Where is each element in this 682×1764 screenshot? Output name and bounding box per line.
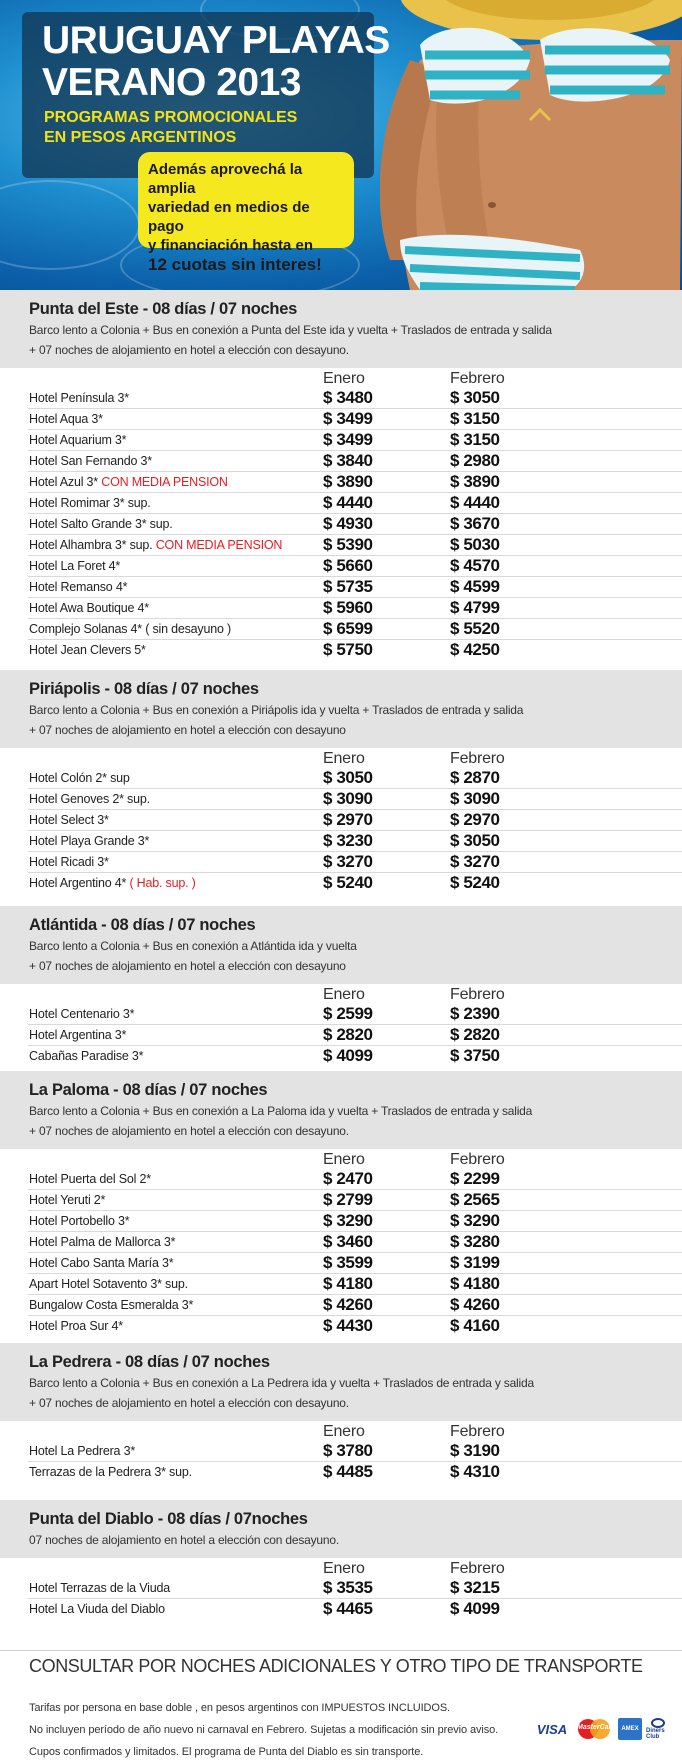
price-column-headers	[0, 1149, 682, 1169]
table-row	[28, 1046, 682, 1067]
table-row	[28, 852, 682, 873]
hero-subtitle-line: PROGRAMAS PROMOCIONALES	[44, 109, 298, 126]
hotel-name: Hotel Awa Boutique 4*	[29, 601, 149, 615]
hotel-name: Hotel Cabo Santa María 3*	[29, 1256, 174, 1270]
price-febrero: $ 4099	[450, 1599, 500, 1618]
section-title: Punta del Este - 08 días / 07 noches	[29, 300, 297, 318]
hotel-cell	[29, 1602, 165, 1616]
price-enero: $ 2799	[323, 1190, 373, 1209]
table-row	[28, 831, 682, 852]
hotel-cell	[29, 538, 282, 552]
price-enero: $ 3460	[323, 1232, 373, 1251]
hotel-cell	[29, 1465, 192, 1479]
price-enero: $ 3499	[323, 409, 373, 428]
section-description: 07 noches de alojamiento en hotel a elección con desayuno.	[29, 1533, 339, 1547]
destination-section	[0, 1500, 682, 1620]
table-row	[28, 640, 682, 661]
column-header-febrero: Febrero	[450, 1151, 505, 1168]
price-enero: $ 3840	[323, 451, 373, 470]
hotel-cell	[29, 771, 130, 785]
price-enero: $ 5735	[323, 577, 373, 596]
table-row	[28, 1253, 682, 1274]
payment-cards	[534, 1718, 670, 1740]
table-row	[28, 1295, 682, 1316]
price-febrero: $ 3280	[450, 1232, 500, 1251]
hero-title-line: VERANO 2013	[42, 61, 301, 104]
footer-heading: CONSULTAR POR NOCHES ADICIONALES Y OTRO TIPO DE TRANSPORTE	[29, 1656, 643, 1676]
hotel-note: CON MEDIA PENSION	[101, 475, 228, 489]
table-row	[28, 1004, 682, 1025]
section-title: La Pedrera - 08 días / 07 noches	[29, 1353, 270, 1371]
hotel-name: Hotel Salto Grande 3* sup.	[29, 517, 173, 531]
hotel-note: CON MEDIA PENSION	[155, 538, 283, 552]
price-enero: $ 4440	[323, 493, 373, 512]
price-enero: $ 5390	[323, 535, 373, 554]
hotel-name: Hotel Argentina 3*	[29, 1028, 127, 1042]
price-enero: $ 3480	[323, 388, 373, 407]
section-header	[0, 670, 682, 748]
hotel-name: Cabañas Paradise 3*	[29, 1049, 144, 1063]
table-row	[28, 430, 682, 451]
price-table	[0, 1004, 682, 1067]
section-header	[0, 1343, 682, 1421]
hero-title-line: URUGUAY PLAYAS	[42, 19, 390, 62]
price-table	[0, 388, 682, 661]
hotel-cell	[29, 1007, 134, 1021]
table-row	[28, 1599, 682, 1620]
price-column-headers	[0, 984, 682, 1004]
hotel-name: Hotel Playa Grande 3*	[29, 834, 150, 848]
hotel-cell	[29, 1049, 143, 1063]
price-table	[0, 1441, 682, 1483]
hotel-name: Hotel San Fernando 3*	[29, 454, 152, 468]
amex-logo	[618, 1718, 642, 1740]
price-febrero: $ 3050	[450, 831, 500, 850]
price-febrero: $ 3150	[450, 430, 500, 449]
price-febrero: $ 2390	[450, 1004, 500, 1023]
section-description: + 07 noches de alojamiento en hotel a elección con desayuno	[29, 723, 346, 737]
hotel-name: Terrazas de la Pedrera 3* sup.	[29, 1465, 192, 1479]
hotel-name: Hotel Genoves 2* sup.	[29, 792, 150, 806]
section-description: Barco lento a Colonia + Bus en conexión a Piriápolis ida y vuelta + Traslados de entrada y salida	[29, 703, 524, 717]
price-febrero: $ 5520	[450, 619, 500, 638]
price-enero: $ 5750	[323, 640, 373, 659]
hotel-cell	[29, 1214, 129, 1228]
hotel-cell	[29, 813, 109, 827]
price-enero: $ 2470	[323, 1169, 373, 1188]
hotel-cell	[29, 475, 228, 489]
hotel-cell	[29, 643, 146, 657]
hotel-name: Bungalow Costa Esmeralda 3*	[29, 1298, 194, 1312]
hotel-name: Hotel Remanso 4*	[29, 580, 128, 594]
hotel-cell	[29, 1444, 135, 1458]
hotel-cell	[29, 391, 129, 405]
price-enero: $ 3090	[323, 789, 373, 808]
price-enero: $ 4260	[323, 1295, 373, 1314]
table-row	[28, 472, 682, 493]
mastercard-logo	[574, 1718, 614, 1740]
price-febrero: $ 3270	[450, 852, 500, 871]
table-row	[28, 556, 682, 577]
price-table	[0, 768, 682, 894]
column-header-febrero: Febrero	[450, 1423, 505, 1440]
price-enero: $ 4465	[323, 1599, 373, 1618]
footer-note: Tarifas por persona en base doble , en pesos argentinos con IMPUESTOS INCLUIDOS.	[29, 1702, 451, 1714]
hotel-name: Hotel Palma de Mallorca 3*	[29, 1235, 176, 1249]
price-febrero: $ 3750	[450, 1046, 500, 1065]
hotel-cell	[29, 855, 109, 869]
table-row	[28, 388, 682, 409]
column-header-enero: Enero	[323, 1423, 365, 1440]
section-description: + 07 noches de alojamiento en hotel a elección con desayuno.	[29, 1396, 349, 1410]
promo-line: 12 cuotas sin interes!	[148, 255, 322, 274]
destination-section	[0, 1071, 682, 1337]
section-header	[0, 290, 682, 368]
hero-title	[42, 20, 390, 104]
promo-line: Además aprovechá la amplia	[148, 161, 303, 197]
price-febrero: $ 3190	[450, 1441, 500, 1460]
hotel-name: Hotel Portobello 3*	[29, 1214, 130, 1228]
price-febrero: $ 4570	[450, 556, 500, 575]
hotel-name: Hotel Aquarium 3*	[29, 433, 127, 447]
price-febrero: $ 3150	[450, 409, 500, 428]
hotel-cell	[29, 412, 103, 426]
section-title: La Paloma - 08 días / 07 noches	[29, 1081, 268, 1099]
price-table	[0, 1169, 682, 1337]
hotel-cell	[29, 1277, 188, 1291]
hero-banner	[0, 0, 682, 290]
hotel-name: Hotel Ricadi 3*	[29, 855, 109, 869]
destination-section	[0, 670, 682, 894]
price-enero: $ 3599	[323, 1253, 373, 1272]
hotel-cell	[29, 454, 152, 468]
hotel-cell	[29, 622, 231, 636]
hotel-name: Hotel La Viuda del Diablo	[29, 1602, 165, 1616]
price-febrero: $ 3670	[450, 514, 500, 533]
hero-subtitle-line: EN PESOS ARGENTINOS	[44, 129, 237, 146]
hotel-cell	[29, 517, 173, 531]
section-title: Piriápolis - 08 días / 07 noches	[29, 680, 259, 698]
promo-bubble	[138, 152, 354, 274]
column-header-febrero: Febrero	[450, 750, 505, 767]
price-febrero: $ 3890	[450, 472, 500, 491]
hotel-name: Hotel Argentino 4*	[29, 876, 130, 890]
table-row	[28, 1462, 682, 1483]
hotel-cell	[29, 496, 151, 510]
price-febrero: $ 3215	[450, 1578, 500, 1597]
section-header	[0, 1071, 682, 1149]
price-febrero: $ 3199	[450, 1253, 500, 1272]
table-row	[28, 1578, 682, 1599]
price-enero: $ 5240	[323, 873, 373, 892]
hotel-name: Complejo Solanas 4* ( sin desayuno )	[29, 622, 231, 636]
hotel-cell	[29, 1319, 123, 1333]
hotel-cell	[29, 1235, 175, 1249]
mastercard-label: MasterCard	[577, 1724, 616, 1731]
hotel-name: Hotel Yeruti 2*	[29, 1193, 106, 1207]
hotel-name: Hotel Alhambra 3* sup.	[29, 538, 156, 552]
hotel-name: Apart Hotel Sotavento 3* sup.	[29, 1277, 188, 1291]
amex-label: AMEX	[621, 1726, 639, 1732]
table-row	[28, 1169, 682, 1190]
table-row	[28, 451, 682, 472]
hotel-cell	[29, 792, 150, 806]
table-row	[28, 619, 682, 640]
price-enero: $ 3290	[323, 1211, 373, 1230]
hotel-cell	[29, 1256, 173, 1270]
section-description: Barco lento a Colonia + Bus en conexión a Punta del Este ida y vuelta + Traslados de entrada y salida	[29, 323, 552, 337]
price-enero: $ 4180	[323, 1274, 373, 1293]
hotel-name: Hotel Centenario 3*	[29, 1007, 135, 1021]
price-febrero: $ 5030	[450, 535, 500, 554]
price-febrero: $ 4599	[450, 577, 500, 596]
column-header-enero: Enero	[323, 986, 365, 1003]
hotel-name: Hotel Proa Sur 4*	[29, 1319, 123, 1333]
price-enero: $ 3535	[323, 1578, 373, 1597]
price-febrero: $ 2820	[450, 1025, 500, 1044]
section-description: Barco lento a Colonia + Bus en conexión a Atlántida ida y vuelta	[29, 939, 357, 953]
destination-section	[0, 1343, 682, 1483]
diners-logo	[646, 1718, 670, 1740]
woman-in-bikini-image	[380, 0, 682, 290]
price-febrero: $ 3050	[450, 388, 500, 407]
price-enero: $ 3230	[323, 831, 373, 850]
footer-notes	[29, 1697, 498, 1763]
visa-logo	[534, 1718, 570, 1740]
table-row	[28, 409, 682, 430]
price-enero: $ 2820	[323, 1025, 373, 1044]
price-column-headers	[0, 368, 682, 388]
price-enero: $ 5660	[323, 556, 373, 575]
section-header	[0, 1500, 682, 1558]
price-enero: $ 3270	[323, 852, 373, 871]
table-row	[28, 810, 682, 831]
table-row	[28, 598, 682, 619]
column-header-febrero: Febrero	[450, 370, 505, 387]
visa-label: VISA	[536, 1721, 568, 1737]
table-row	[28, 1211, 682, 1232]
hotel-cell	[29, 834, 149, 848]
table-row	[28, 1316, 682, 1337]
price-column-headers	[0, 1421, 682, 1441]
footer-note: Cupos confirmados y limitados. El programa de Punta del Diablo es sin transporte.	[29, 1746, 424, 1758]
promo-line: y financiación hasta en	[148, 237, 314, 254]
price-febrero: $ 2565	[450, 1190, 500, 1209]
section-description: Barco lento a Colonia + Bus en conexión a La Pedrera ida y vuelta + Traslados de entrada y salida	[29, 1376, 534, 1390]
price-enero: $ 4930	[323, 514, 373, 533]
price-febrero: $ 2870	[450, 768, 500, 787]
hotel-name: Hotel Puerta del Sol 2*	[29, 1172, 151, 1186]
section-title: Punta del Diablo - 08 días / 07noches	[29, 1510, 308, 1528]
hotel-name: Hotel La Foret 4*	[29, 559, 121, 573]
price-table	[0, 1578, 682, 1620]
price-febrero: $ 4310	[450, 1462, 500, 1481]
section-description: + 07 noches de alojamiento en hotel a elección con desayuno.	[29, 343, 349, 357]
column-header-febrero: Febrero	[450, 986, 505, 1003]
hotel-name: Hotel Azul 3*	[29, 475, 102, 489]
price-febrero: $ 3090	[450, 789, 500, 808]
price-febrero: $ 4440	[450, 493, 500, 512]
price-enero: $ 2970	[323, 810, 373, 829]
hotel-name: Hotel Colón 2* sup	[29, 771, 130, 785]
hotel-cell	[29, 1581, 170, 1595]
column-header-enero: Enero	[323, 750, 365, 767]
table-row	[28, 493, 682, 514]
price-enero: $ 5960	[323, 598, 373, 617]
column-header-enero: Enero	[323, 1560, 365, 1577]
price-febrero: $ 4799	[450, 598, 500, 617]
hotel-name: Hotel Península 3*	[29, 391, 129, 405]
column-header-enero: Enero	[323, 370, 365, 387]
hotel-note: ( Hab. sup. )	[129, 876, 196, 890]
table-row	[28, 768, 682, 789]
price-febrero: $ 4180	[450, 1274, 500, 1293]
hotel-cell	[29, 580, 127, 594]
price-enero: $ 3890	[323, 472, 373, 491]
price-enero: $ 4485	[323, 1462, 373, 1481]
promo-line: variedad en medios de pago	[148, 199, 310, 235]
destination-section	[0, 290, 682, 661]
table-row	[28, 514, 682, 535]
price-febrero: $ 5240	[450, 873, 500, 892]
hotel-cell	[29, 559, 120, 573]
column-header-febrero: Febrero	[450, 1560, 505, 1577]
table-row	[28, 1274, 682, 1295]
price-enero: $ 3780	[323, 1441, 373, 1460]
hotel-cell	[29, 433, 126, 447]
price-febrero: $ 2970	[450, 810, 500, 829]
section-description: + 07 noches de alojamiento en hotel a elección con desayuno	[29, 959, 346, 973]
price-column-headers	[0, 748, 682, 768]
hotel-cell	[29, 876, 196, 890]
column-header-enero: Enero	[323, 1151, 365, 1168]
table-row	[28, 789, 682, 810]
table-row	[28, 1232, 682, 1253]
table-row	[28, 1025, 682, 1046]
price-enero: $ 6599	[323, 619, 373, 638]
table-row	[28, 1190, 682, 1211]
table-row	[28, 535, 682, 556]
section-description: Barco lento a Colonia + Bus en conexión a La Paloma ida y vuelta + Traslados de entrada y salida	[29, 1104, 533, 1118]
price-enero: $ 4099	[323, 1046, 373, 1065]
water-ripple	[0, 180, 140, 270]
hotel-cell	[29, 601, 149, 615]
section-header	[0, 906, 682, 984]
price-febrero: $ 4260	[450, 1295, 500, 1314]
hero-subtitle	[44, 108, 297, 148]
price-column-headers	[0, 1558, 682, 1578]
hotel-cell	[29, 1028, 126, 1042]
section-description: + 07 noches de alojamiento en hotel a elección con desayuno.	[29, 1124, 349, 1138]
hotel-cell	[29, 1193, 105, 1207]
hotel-cell	[29, 1298, 193, 1312]
price-enero: $ 4430	[323, 1316, 373, 1335]
price-febrero: $ 4160	[450, 1316, 500, 1335]
hotel-name: Hotel Select 3*	[29, 813, 109, 827]
hotel-name: Hotel Aqua 3*	[29, 412, 103, 426]
price-febrero: $ 2299	[450, 1169, 500, 1188]
price-febrero: $ 3290	[450, 1211, 500, 1230]
hotel-name: Hotel Terrazas de la Viuda	[29, 1581, 170, 1595]
hotel-name: Hotel Romimar 3* sup.	[29, 496, 151, 510]
footer-divider	[0, 1650, 682, 1651]
price-enero: $ 3050	[323, 768, 373, 787]
hotel-name: Hotel Jean Clevers 5*	[29, 643, 146, 657]
hotel-cell	[29, 1172, 151, 1186]
destination-section	[0, 906, 682, 1067]
price-febrero: $ 4250	[450, 640, 500, 659]
section-title: Atlántida - 08 días / 07 noches	[29, 916, 256, 934]
price-enero: $ 2599	[323, 1004, 373, 1023]
table-row	[28, 577, 682, 598]
table-row	[28, 1441, 682, 1462]
hotel-name: Hotel La Pedrera 3*	[29, 1444, 135, 1458]
footer-note: No incluyen período de año nuevo ni carnaval en Febrero. Sujetas a modificación sin previo aviso.	[29, 1724, 499, 1736]
table-row	[28, 873, 682, 894]
price-enero: $ 3499	[323, 430, 373, 449]
price-febrero: $ 2980	[450, 451, 500, 470]
diners-label: Diners Club	[646, 1728, 665, 1740]
